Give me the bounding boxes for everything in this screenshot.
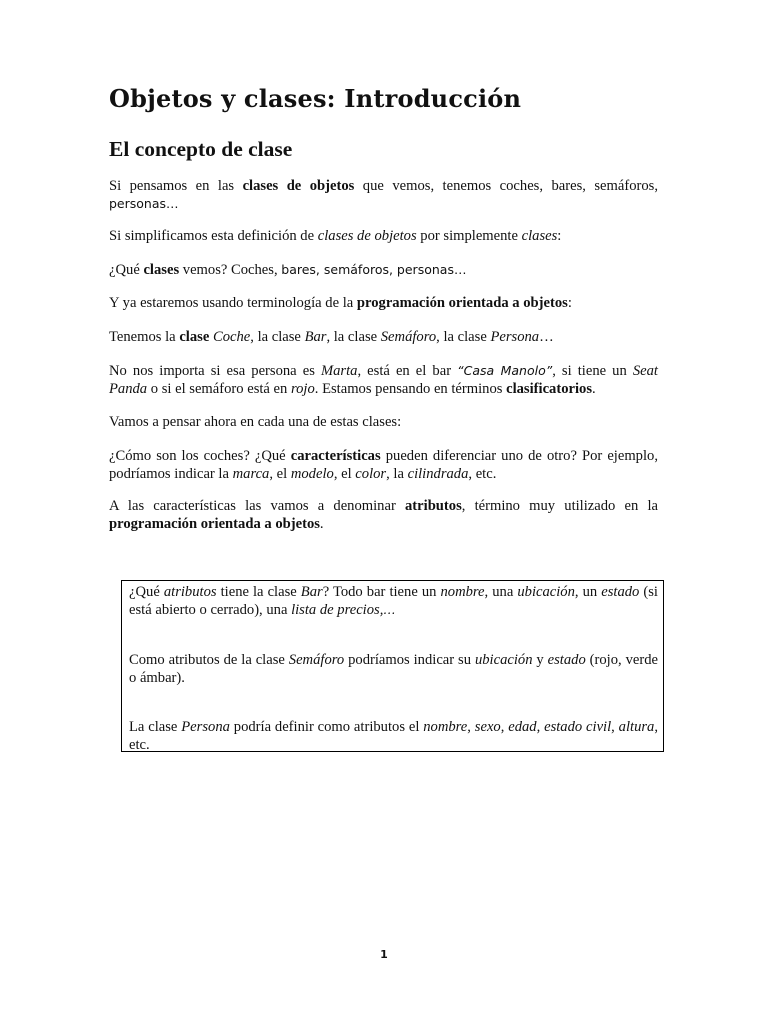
box-paragraph-bar: ¿Qué atributos tiene la clase Bar? Todo bar tiene un nombre, una ubicación, un estado (si está abierto o cerrado), una lista de precios,… <box>129 584 658 618</box>
document-title: Objetos y clases: Introducción <box>109 84 522 113</box>
paragraph-5: Tenemos la clase Coche, la clase Bar, la clase Semáforo, la clase Persona… <box>109 329 554 345</box>
paragraph-2: Si simplificamos esta definición de clases de objetos por simplemente clases: <box>109 228 562 244</box>
page-number: 1 <box>380 948 388 961</box>
paragraph-9: A las características las vamos a denominar atributos, término muy utilizado en la programación orientada a objetos. <box>109 498 658 532</box>
paragraph-6: No nos importa si esa persona es Marta, está en el bar “Casa Manolo”, si tiene un Seat Panda o si el semáforo está en rojo. Estamos pensando en términos clasificatorios. <box>109 363 658 397</box>
paragraph-7: Vamos a pensar ahora en cada una de estas clases: <box>109 414 402 430</box>
paragraph-8: ¿Cómo son los coches? ¿Qué características pueden diferenciar uno de otro? Por ejemplo, podríamos indicar la marca, el modelo, el color, la cilindrada, etc. <box>109 448 658 482</box>
box-paragraph-persona: La clase Persona podría definir como atributos el nombre, sexo, edad, estado civil, altura, etc. <box>129 719 659 753</box>
paragraph-1: Si pensamos en las clases de objetos que vemos, tenemos coches, bares, semáforos, personas… <box>109 178 658 211</box>
section-heading: El concepto de clase <box>109 137 293 161</box>
box-paragraph-semaforo: Como atributos de la clase Semáforo podríamos indicar su ubicación y estado (rojo, verde o ámbar). <box>129 652 658 686</box>
paragraph-3: ¿Qué clases vemos? Coches, bares, semáforos, personas… <box>109 262 467 278</box>
attributes-box <box>121 580 664 752</box>
paragraph-4: Y ya estaremos usando terminología de la programación orientada a objetos: <box>109 295 572 311</box>
